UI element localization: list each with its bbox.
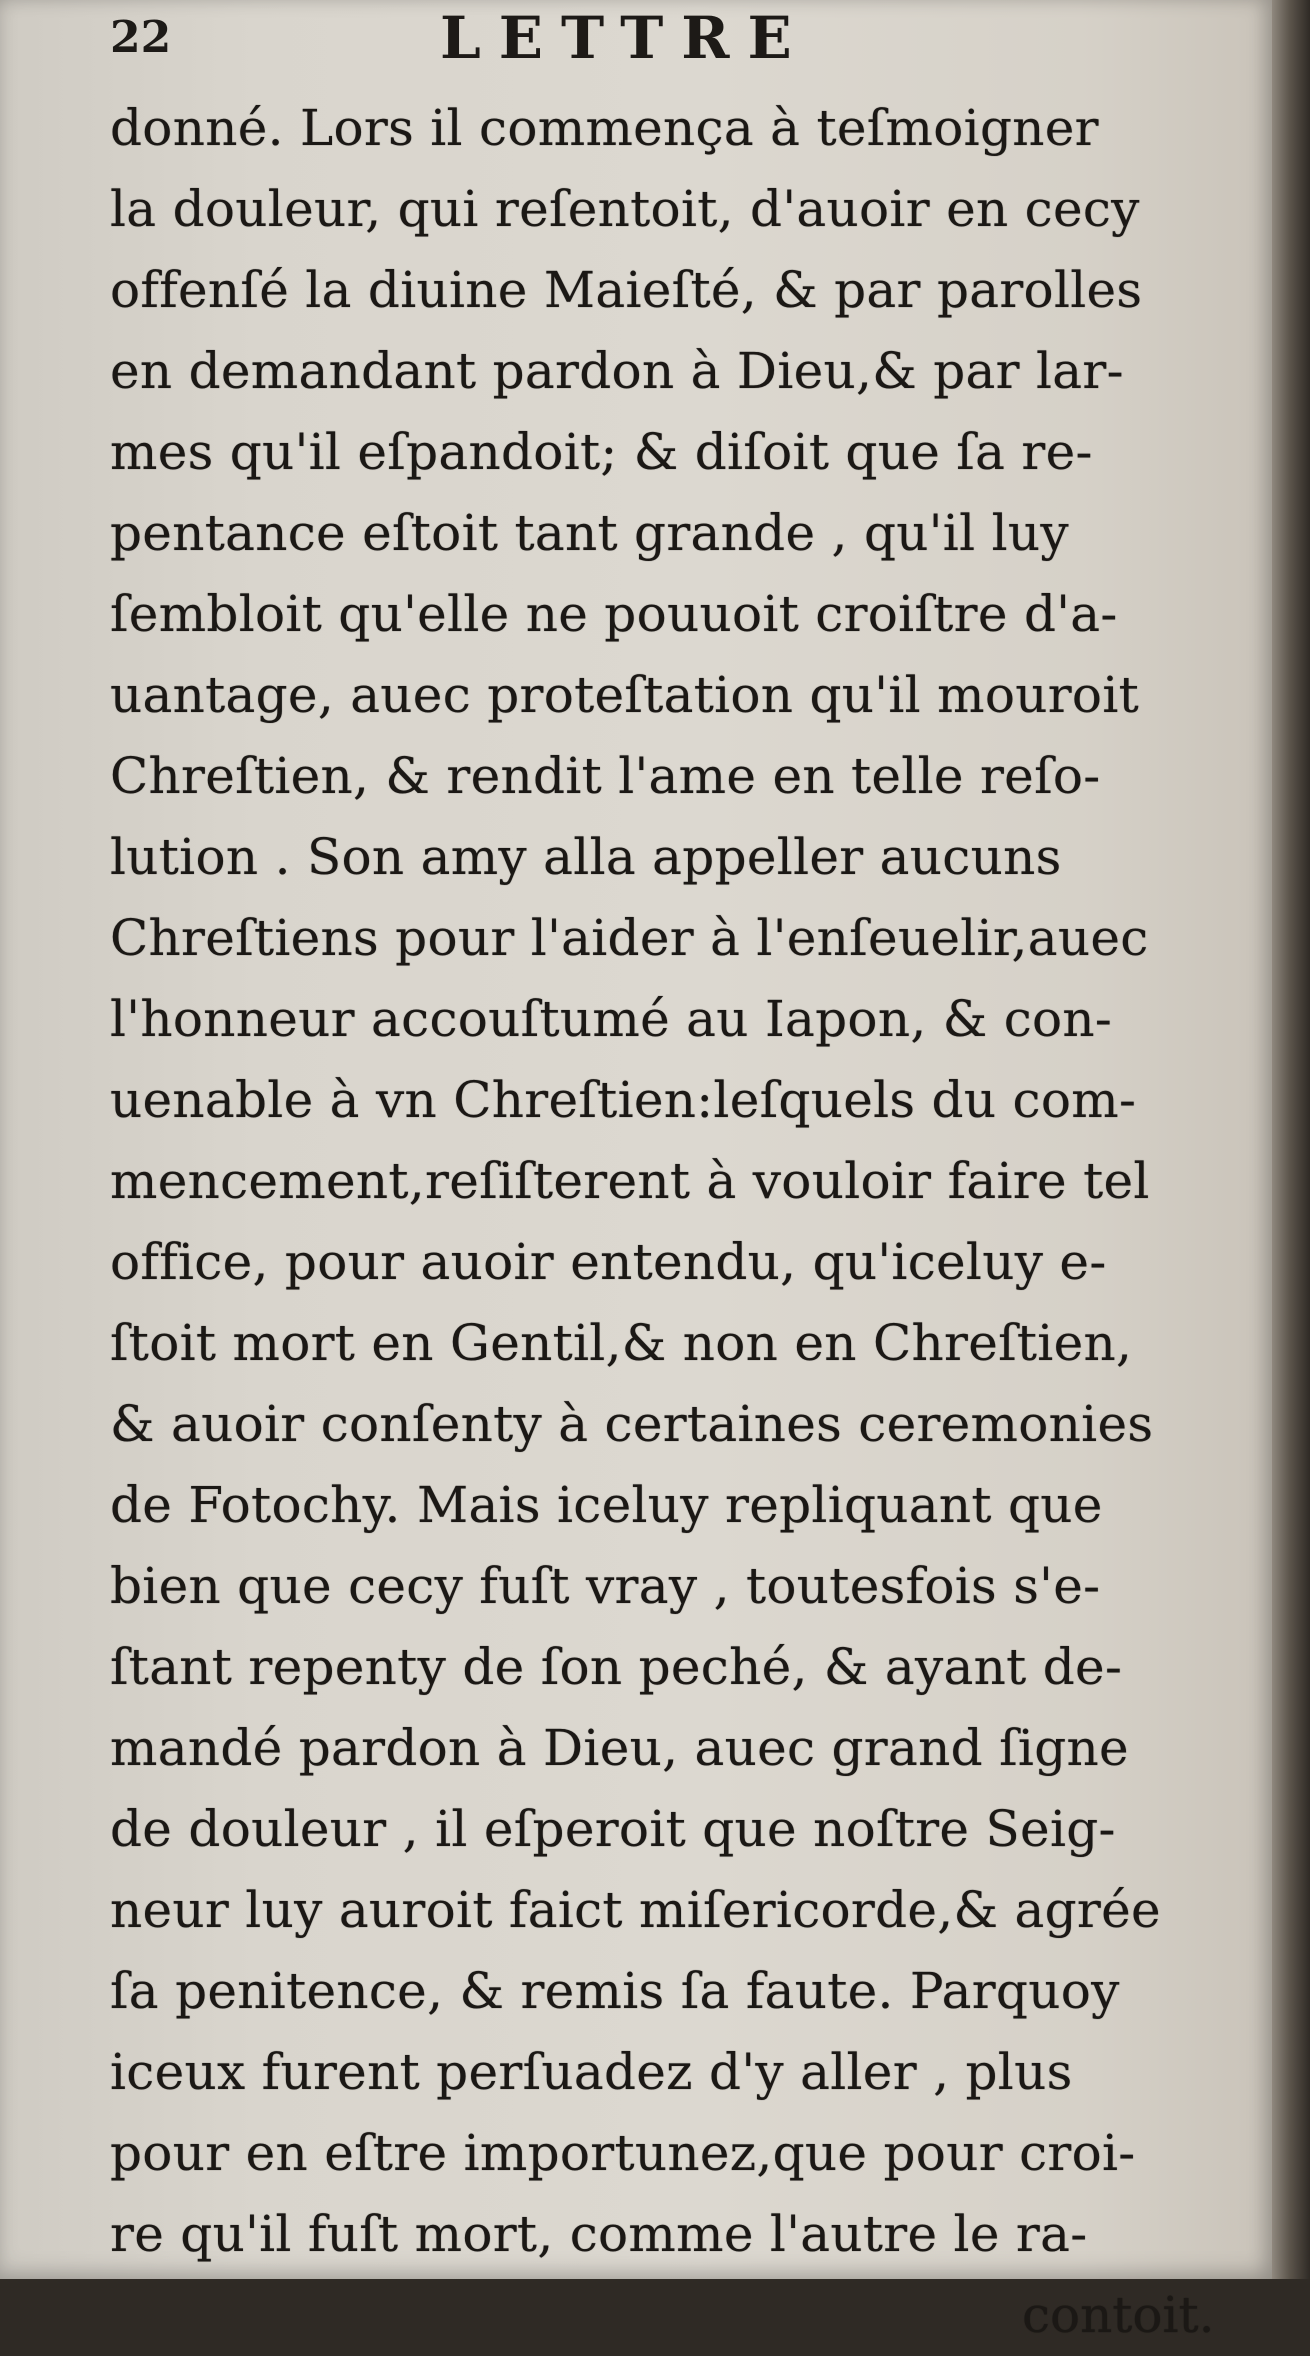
text-line: Chreſtiens pour l'aider à l'enſeuelir,auec [110,909,1149,967]
text-line: bien que cecy fuſt vray , toutesfois s'e- [110,1557,1101,1615]
text-line: iceux furent perſuadez d'y aller , plus [110,2043,1073,2101]
text-line: lution . Son amy alla appeller aucuns [110,828,1062,886]
page-header [110,4,1260,78]
text-line: mandé pardon à Dieu, auec grand ſigne [110,1719,1129,1777]
text-line-last: contoit. [1022,2286,1215,2344]
text-line: ſembloit qu'elle ne pouuoit croiſtre d'a- [110,585,1118,643]
text-line: & auoir conſenty à certaines ceremonies [110,1395,1154,1453]
text-line: ſa penitence, & remis ſa faute. Parquoy [110,1962,1120,2020]
text-line: ſtoit mort en Gentil,& non en Chreſtien, [110,1314,1133,1372]
body-text [110,88,1270,2356]
text-line: la douleur, qui reſentoit, d'auoir en cecy [110,180,1140,238]
text-line: mes qu'il eſpandoit; & diſoit que ſa re- [110,423,1093,481]
page-number: 22 [110,12,172,63]
text-line: offenſé la diuine Maieſté, & par parolles [110,261,1143,319]
text-line: en demandant pardon à Dieu,& par lar- [110,342,1124,400]
text-line: ſtant repenty de ſon peché, & ayant de- [110,1638,1123,1696]
text-line: uantage, auec proteſtation qu'il mouroit [110,666,1140,724]
text-line: uenable à vn Chreſtien:leſquels du com- [110,1071,1137,1129]
text-line: mencement,reſiſterent à vouloir faire tel [110,1152,1150,1210]
text-line: office, pour auoir entendu, qu'iceluy e- [110,1233,1107,1291]
running-title: LETTRE [440,4,810,72]
book-gutter-shadow [1272,0,1310,2279]
text-line: pour en eſtre importunez,que pour croi- [110,2124,1136,2182]
text-line: l'honneur accouſtumé au Iapon, & con- [110,990,1113,1048]
text-line: donné. Lors il commença à teſmoigner [110,99,1099,157]
text-line: pentance eſtoit tant grande , qu'il luy [110,504,1069,562]
text-line: Chreſtien, & rendit l'ame en telle reſo- [110,747,1101,805]
text-line: de douleur , il eſperoit que noſtre Seig- [110,1800,1116,1858]
text-line: neur luy auroit faict miſericorde,& agrée [110,1881,1161,1939]
text-line: de Fotochy. Mais iceluy repliquant que [110,1476,1103,1534]
text-line: re qu'il fuſt mort, comme l'autre le ra- [110,2205,1088,2263]
